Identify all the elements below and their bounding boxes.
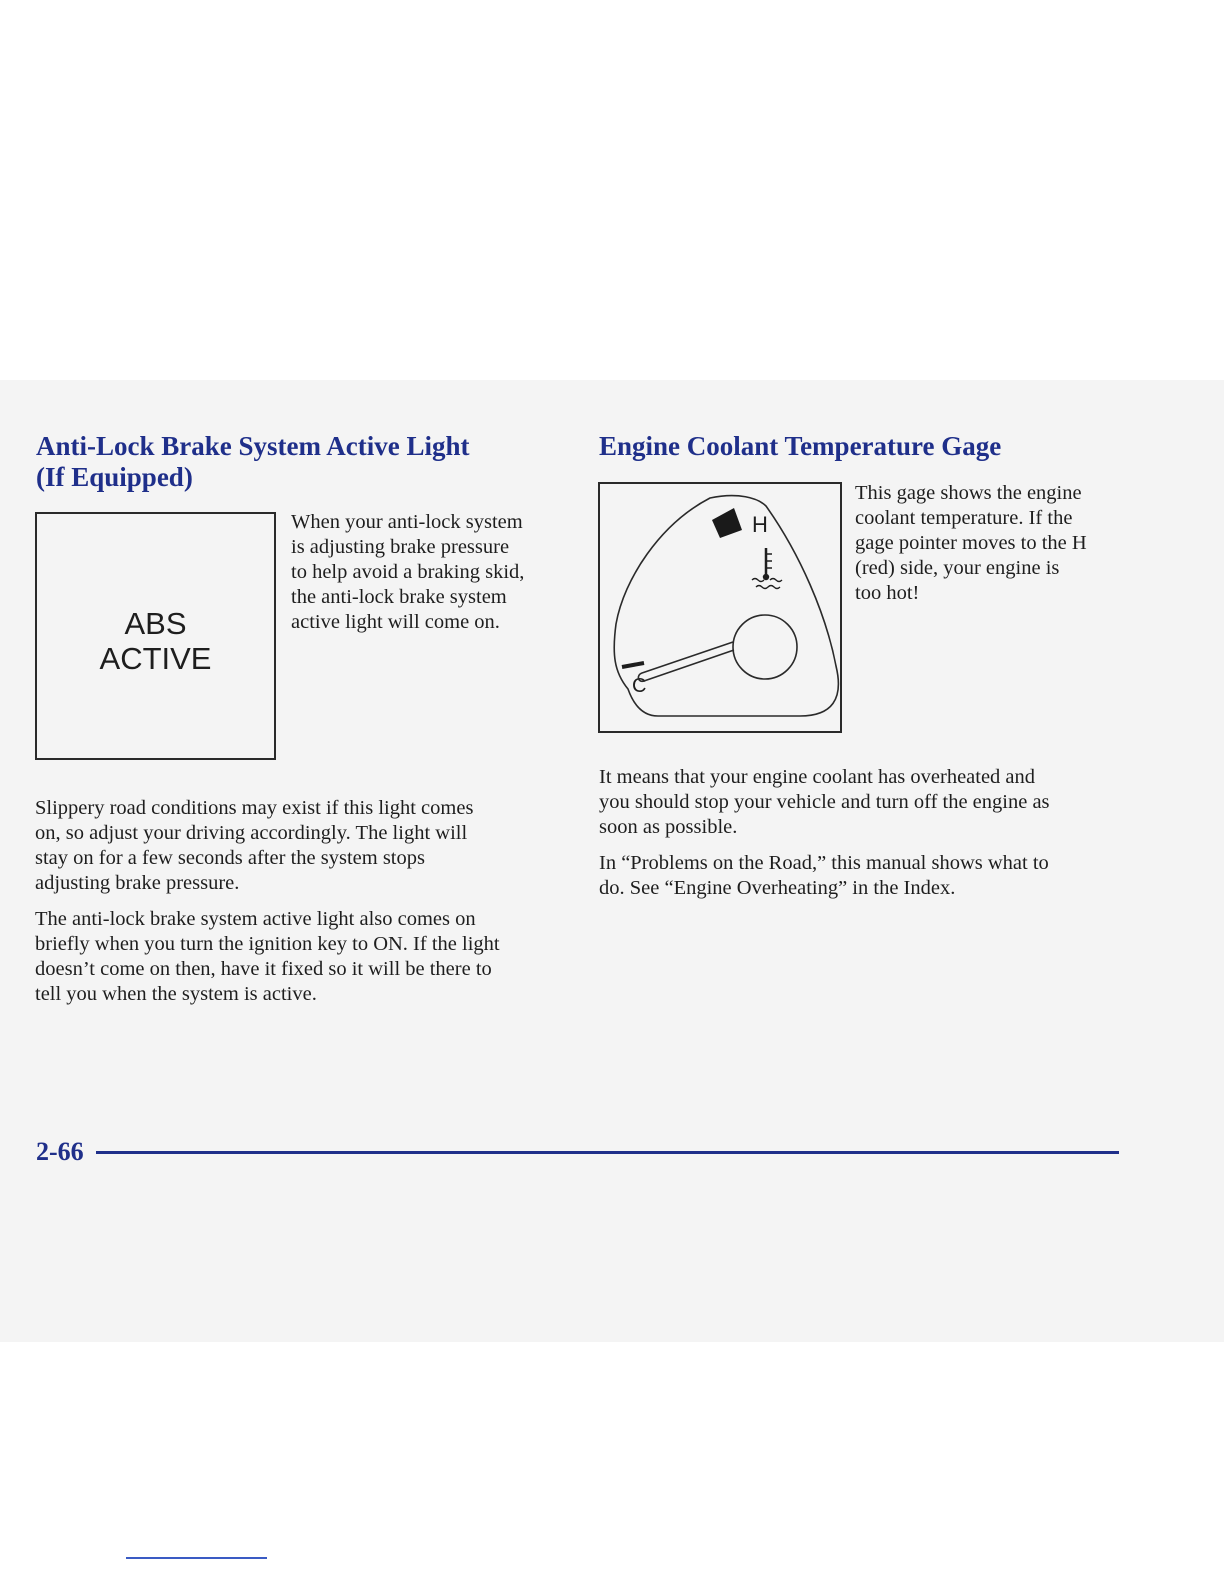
coolant-paragraph-2 [599, 851, 1049, 901]
abs-active-light-illustration [35, 512, 276, 760]
bottom-underline [126, 1557, 267, 1559]
gauge-cold-mark [622, 663, 644, 667]
footer-rule [96, 1151, 1119, 1154]
abs-indicator-text [37, 606, 274, 676]
coolant-intro-text [855, 481, 1087, 606]
abs-heading-line2: (If Equipped) [36, 462, 193, 492]
gauge-needle [638, 642, 734, 681]
page-number: 2-66 [36, 1137, 84, 1166]
abs-heading-line1: Anti-Lock Brake System Active Light [36, 431, 470, 461]
coolant-intro-line: gage pointer moves to the H [855, 532, 1087, 554]
coolant-intro-line: coolant temperature. If the [855, 507, 1073, 529]
abs-para2-line: briefly when you turn the ignition key to ON. If the light [35, 933, 500, 955]
coolant-paragraph-1 [599, 765, 1050, 840]
coolant-para2-line: In “Problems on the Road,” this manual shows what to [599, 852, 1049, 874]
abs-para2-line: doesn’t come on then, have it fixed so it will be there to [35, 958, 492, 980]
abs-paragraph-1 [35, 796, 473, 896]
coolant-para1-line: soon as possible. [599, 816, 738, 838]
abs-intro-line: to help avoid a braking skid, [291, 561, 525, 583]
abs-para1-line: Slippery road conditions may exist if this light comes [35, 797, 474, 819]
abs-para1-line: on, so adjust your driving accordingly. The light will [35, 822, 468, 844]
coolant-para2-line: do. See “Engine Overheating” in the Index. [599, 877, 956, 899]
gauge-needle-hub [733, 615, 797, 679]
abs-para1-line: stay on for a few seconds after the system stops [35, 847, 425, 869]
gauge-hot-label: H [752, 512, 768, 537]
abs-intro-line: When your anti-lock system [291, 511, 523, 533]
abs-intro-line: active light will come on. [291, 611, 500, 633]
abs-para2-line: tell you when the system is active. [35, 983, 317, 1005]
abs-indicator-line1: ABS [124, 606, 187, 641]
coolant-intro-line: (red) side, your engine is [855, 557, 1060, 579]
coolant-para1-line: you should stop your vehicle and turn off the engine as [599, 791, 1050, 813]
gauge-cold-label: C [632, 675, 647, 697]
coolant-heading: Engine Coolant Temperature Gage [599, 431, 1002, 461]
abs-indicator-line2: ACTIVE [99, 641, 212, 676]
abs-para1-line: adjusting brake pressure. [35, 872, 240, 894]
coolant-intro-line: This gage shows the engine [855, 482, 1082, 504]
thermometer-icon [752, 548, 782, 589]
abs-heading [36, 431, 469, 493]
abs-para2-line: The anti-lock brake system active light also comes on [35, 908, 476, 930]
abs-intro-text [291, 510, 524, 635]
coolant-gauge-illustration [598, 482, 842, 733]
gauge-hot-zone-mark [712, 508, 742, 538]
coolant-para1-line: It means that your engine coolant has overheated and [599, 766, 1036, 788]
abs-paragraph-2 [35, 907, 500, 1007]
coolant-intro-line: too hot! [855, 582, 920, 604]
abs-intro-line: the anti-lock brake system [291, 586, 507, 608]
abs-intro-line: is adjusting brake pressure [291, 536, 510, 558]
coolant-gauge-drawing [600, 484, 840, 731]
